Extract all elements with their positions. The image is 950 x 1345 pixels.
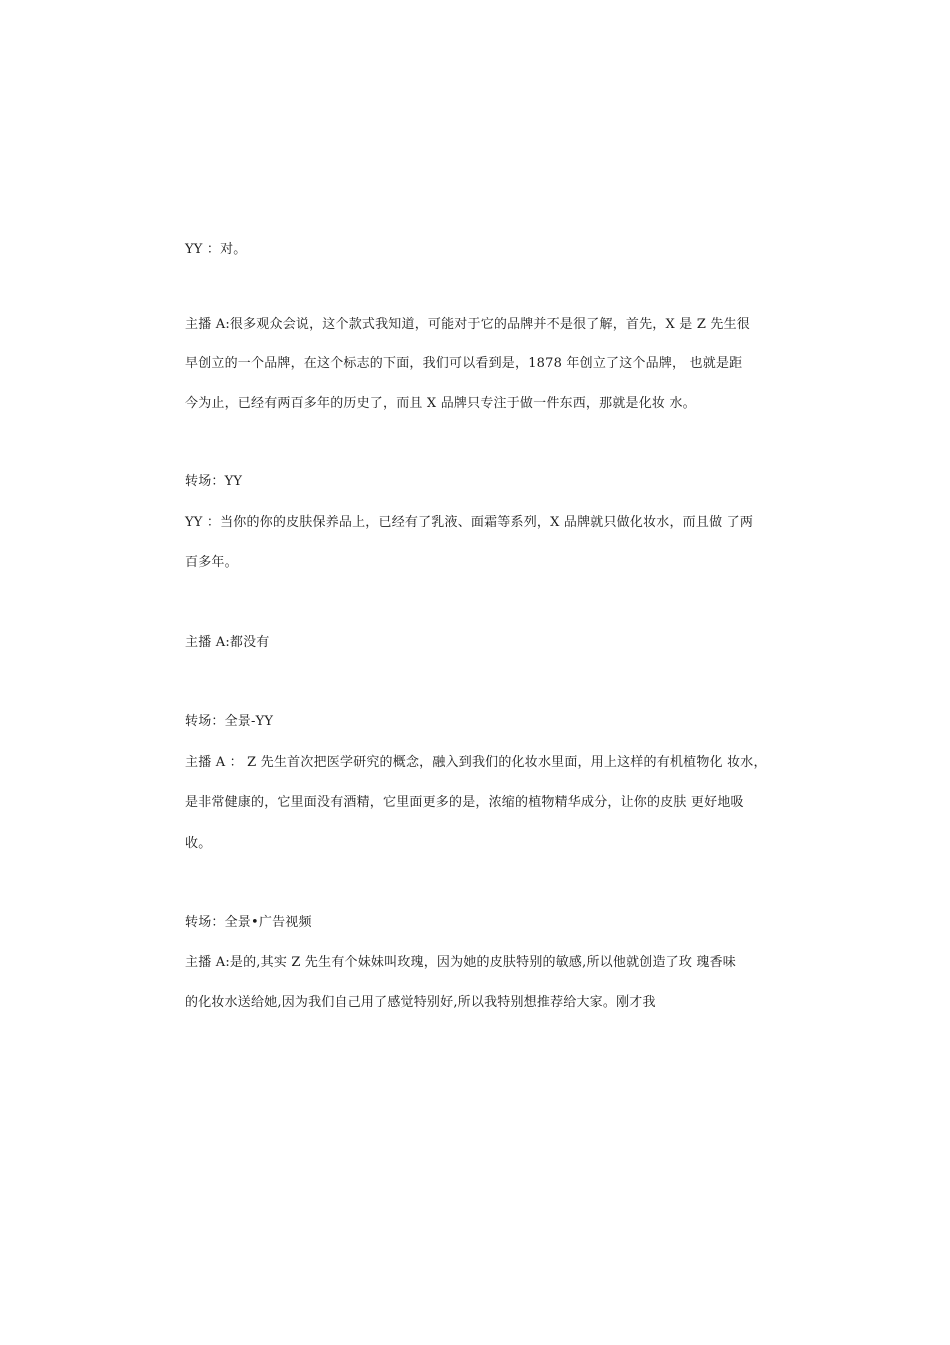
text-line: 主播 A ： Z 先生首次把医学研究的概念，融入到我们的化妆水里面，用上这样的有机植物化 妆水，	[185, 755, 767, 770]
text-line: YY ：对。	[185, 242, 247, 257]
text-line: 主播 A:是的,其实 Z 先生有个妹妹叫玫瑰，因为她的皮肤特别的敏感,所以他就创造了玫 瑰香味	[185, 955, 736, 970]
text-line: 是非常健康的，它里面没有酒精，它里面更多的是，浓缩的植物精华成分，让你的皮肤 更好地吸	[185, 795, 744, 810]
text-line: 早创立的一个品牌，在这个标志的下面，我们可以看到是，1878 年创立了这个品牌， 也就是距	[185, 356, 743, 371]
text-line: 收。	[185, 836, 212, 851]
text-line: 转场：全景•广告视频	[185, 915, 312, 930]
text-line: 转场：YY	[185, 474, 243, 489]
text-line: 百多年。	[185, 555, 238, 570]
text-line: YY ：当你的你的皮肤保养品上，已经有了乳液、面霜等系列，X 品牌就只做化妆水，而且做 了两	[185, 515, 754, 530]
text-line: 转场：全景-YY	[185, 714, 274, 729]
text-line: 主播 A:很多观众会说，这个款式我知道，可能对于它的品牌并不是很了解，首先，X 是 Z 先生很	[185, 317, 750, 332]
text-line: 主播 A:都没有	[185, 635, 270, 650]
text-line: 今为止，已经有两百多年的历史了，而且 X 品牌只专注于做一件东西，那就是化妆 水。	[185, 396, 696, 411]
text-line: 的化妆水送给她,因为我们自己用了感觉特别好,所以我特别想推荐给大家。刚才我	[185, 995, 656, 1010]
